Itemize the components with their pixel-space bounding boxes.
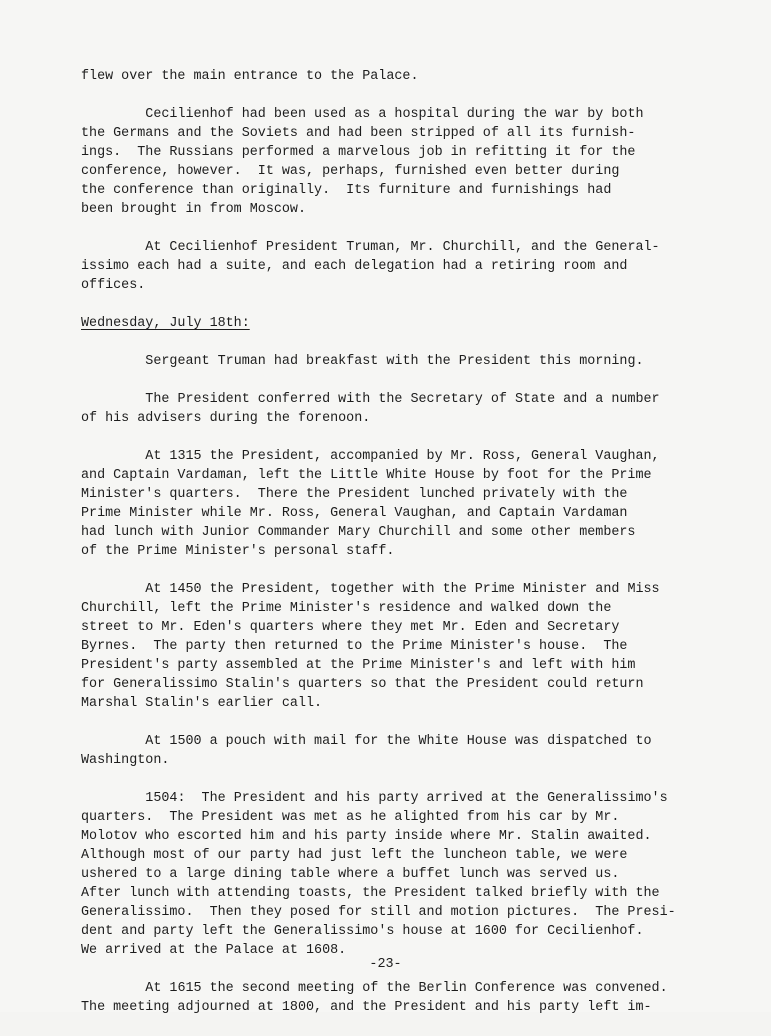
paragraph-1450: At 1450 the President, together with the Prime Minister and Miss Churchill, left the Prime Minister's residence and walked down the street to Mr. Eden's quarters where they met Mr. Eden and Secretary Byrnes. The party then returned to the Prime Minister's house. The President's party assembled at the Prime Minister's and left with him for Generalissimo Stalin's quarters so that the President could return Marshal Stalin's earlier call. xyxy=(81,582,660,711)
paragraph-suites: At Cecilienhof President Truman, Mr. Churchill, and the General- issimo each had a suite, and each delegation had a retiring room and offices. xyxy=(81,240,660,293)
paragraph-1615: At 1615 the second meeting of the Berlin Conference was convened. The meeting adjourned at 1800, and the President and his party left im- xyxy=(81,981,668,1015)
paragraph-forenoon: The President conferred with the Secretary of State and a number of his advisers during the forenoon. xyxy=(81,392,660,426)
paragraph-1504: 1504: The President and his party arrived at the Generalissimo's quarters. The President was met as he alighted from his car by Mr. Molotov who escorted him and his party inside where Mr. Stalin awaited. Although most of our party had just left the luncheon table, we were ushered to a large dining table where a buffet lunch was served us. After lunch with attending toasts, the President talked briefly with the Generalissimo. Then they posed for still and motion pictures. The Presi- dent and party left the Generalissimo's house at 1600 for Cecilienhof. We arrived at the Palace at 1608. xyxy=(81,791,676,958)
document-body xyxy=(81,67,681,1036)
paragraph-palace-entrance: flew over the main entrance to the Palace. xyxy=(81,69,419,84)
date-heading: Wednesday, July 18th: xyxy=(81,316,250,331)
paragraph-cecilienhof-hospital: Cecilienhof had been used as a hospital during the war by both the Germans and the Soviets and had been stripped of all its furnish- ings. The Russians performed a marvelous job in refitting it for the conference, however. It was, perhaps, furnished even better during the conference than originally. Its furniture and furnishings had been brought in from Moscow. xyxy=(81,107,644,217)
paragraph-1315: At 1315 the President, accompanied by Mr. Ross, General Vaughan, and Captain Vardaman, left the Little White House by foot for the Prime Minister's quarters. There the President lunched privately with the Prime Minister while Mr. Ross, General Vaughan, and Captain Vardaman had lunch with Junior Commander Mary Churchill and some other members of the Prime Minister's personal staff. xyxy=(81,449,660,559)
page-number: -23- xyxy=(369,957,402,972)
paragraph-1500: At 1500 a pouch with mail for the White House was dispatched to Washington. xyxy=(81,734,652,768)
paragraph-breakfast: Sergeant Truman had breakfast with the President this morning. xyxy=(81,354,644,369)
